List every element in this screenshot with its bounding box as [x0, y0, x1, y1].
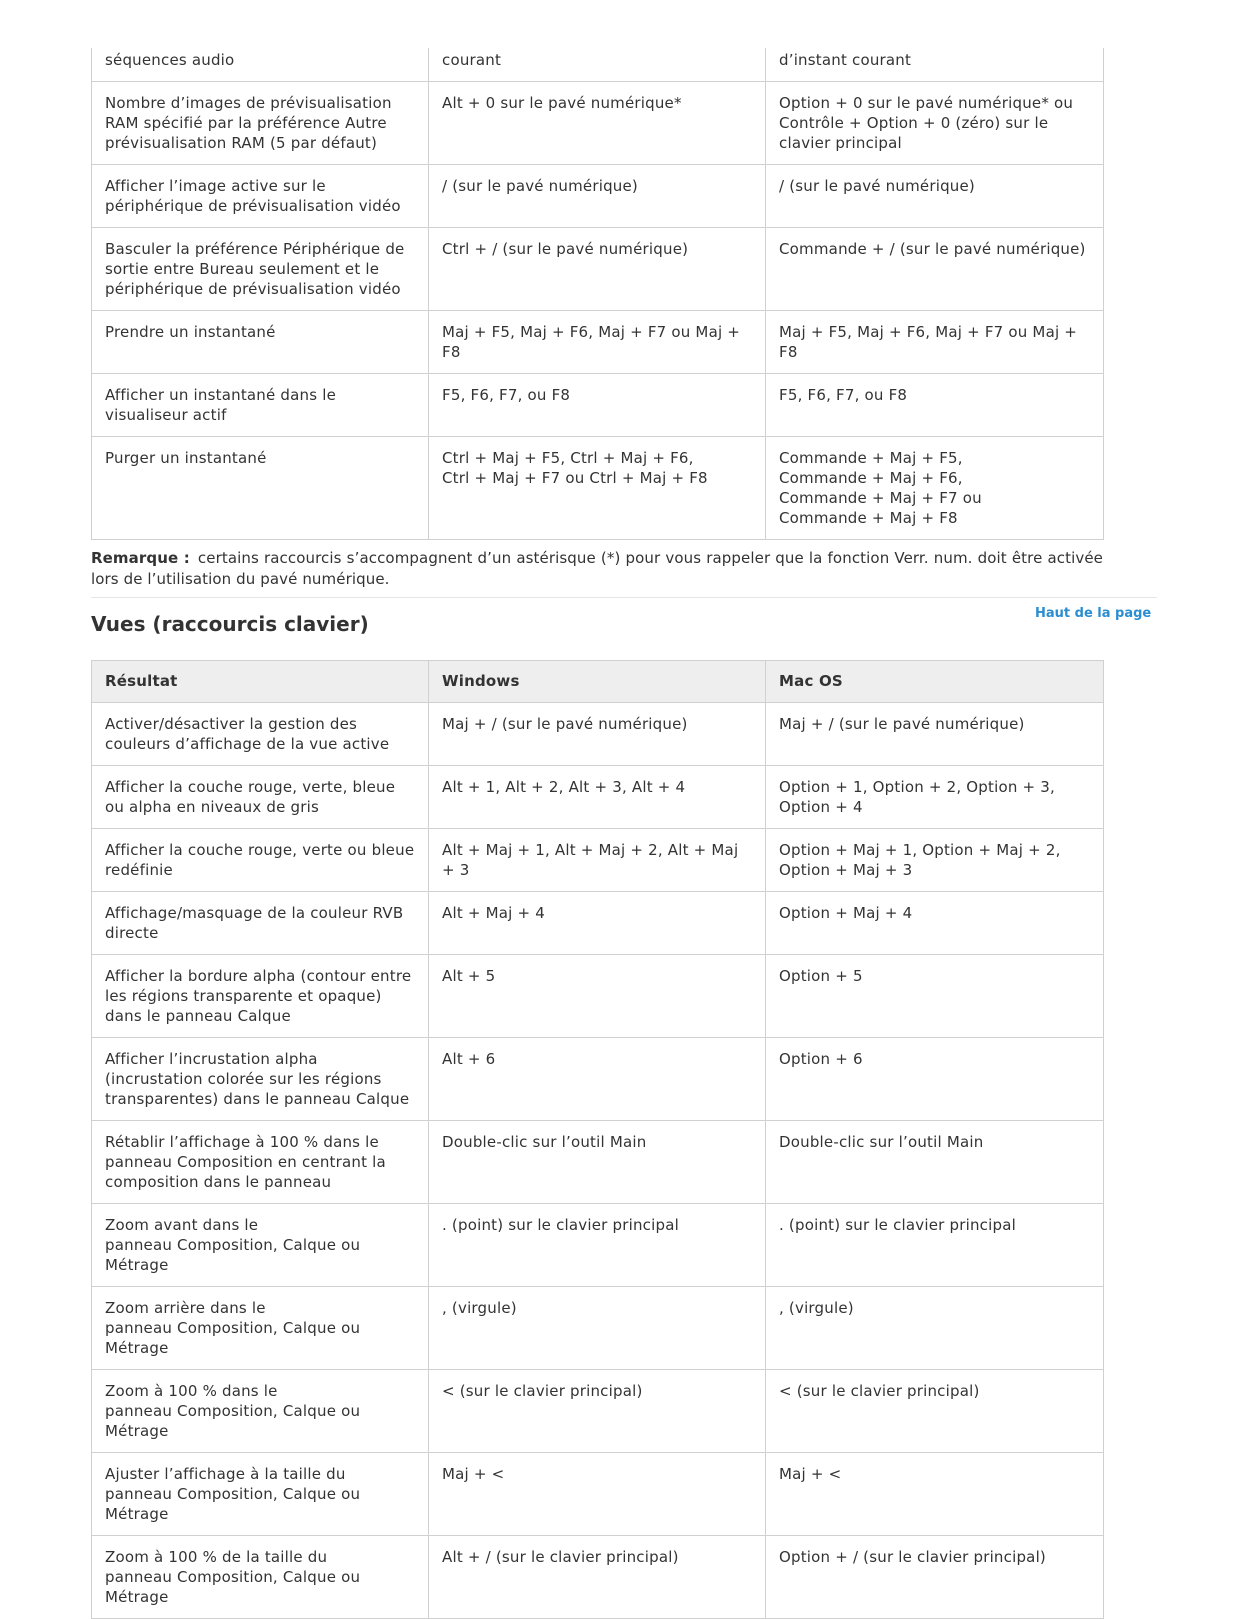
result-cell: Afficher la bordure alpha (contour entre les régions transparente et opaque) dans le panneau Calque [92, 955, 429, 1038]
table-row [92, 165, 1104, 228]
result-cell: Zoom arrière dans le panneau Composition, Calque ou Métrage [92, 1287, 429, 1370]
mac-cell: d’instant courant [766, 48, 1104, 82]
result-cell: Basculer la préférence Périphérique de sortie entre Bureau seulement et le périphérique de prévisualisation vidéo [92, 228, 429, 311]
mac-cell: Maj + / (sur le pavé numérique) [766, 703, 1104, 766]
section-title: Vues (raccourcis clavier) [91, 612, 369, 636]
mac-cell: Option + 0 sur le pavé numérique* ou Contrôle + Option + 0 (zéro) sur le clavier principal [766, 82, 1104, 165]
result-cell: Rétablir l’affichage à 100 % dans le panneau Composition en centrant la composition dans le panneau [92, 1121, 429, 1204]
result-cell: Affichage/masquage de la couleur RVB directe [92, 892, 429, 955]
windows-cell: / (sur le pavé numérique) [429, 165, 766, 228]
windows-cell: Alt + Maj + 4 [429, 892, 766, 955]
mac-cell: . (point) sur le clavier principal [766, 1204, 1104, 1287]
result-cell: Afficher l’image active sur le périphérique de prévisualisation vidéo [92, 165, 429, 228]
table-row [92, 1370, 1104, 1453]
result-cell: Afficher un instantané dans le visualiseur actif [92, 374, 429, 437]
table-row [92, 1536, 1104, 1619]
section-divider [91, 597, 1157, 598]
column-header-windows: Windows [429, 661, 766, 703]
windows-cell: . (point) sur le clavier principal [429, 1204, 766, 1287]
windows-cell: F5, F6, F7, ou F8 [429, 374, 766, 437]
table-row [92, 829, 1104, 892]
result-cell: Ajuster l’affichage à la taille du panneau Composition, Calque ou Métrage [92, 1453, 429, 1536]
shortcuts-table-views [91, 660, 1104, 1619]
mac-cell: Maj + < [766, 1453, 1104, 1536]
windows-cell: < (sur le clavier principal) [429, 1370, 766, 1453]
table-header-row [92, 661, 1104, 703]
mac-cell: Option + 1, Option + 2, Option + 3, Option + 4 [766, 766, 1104, 829]
mac-cell: Option + Maj + 4 [766, 892, 1104, 955]
windows-cell: Alt + Maj + 1, Alt + Maj + 2, Alt + Maj + 3 [429, 829, 766, 892]
column-header-mac: Mac OS [766, 661, 1104, 703]
table-row [92, 374, 1104, 437]
shortcuts-table-preview [91, 48, 1104, 540]
back-to-top-link[interactable]: Haut de la page [1035, 606, 1152, 621]
windows-cell: Maj + F5, Maj + F6, Maj + F7 ou Maj + F8 [429, 311, 766, 374]
result-cell: Activer/désactiver la gestion des couleurs d’affichage de la vue active [92, 703, 429, 766]
mac-cell: Commande + Maj + F5, Commande + Maj + F6, Commande + Maj + F7 ou Commande + Maj + F8 [766, 437, 1104, 540]
note-paragraph [91, 548, 1103, 590]
windows-cell: Alt + / (sur le clavier principal) [429, 1536, 766, 1619]
windows-cell: Ctrl + Maj + F5, Ctrl + Maj + F6, Ctrl + Maj + F7 ou Ctrl + Maj + F8 [429, 437, 766, 540]
table-row [92, 1038, 1104, 1121]
windows-cell: Alt + 5 [429, 955, 766, 1038]
result-cell: Zoom avant dans le panneau Composition, Calque ou Métrage [92, 1204, 429, 1287]
result-cell: Nombre d’images de prévisualisation RAM spécifié par la préférence Autre prévisualisation RAM (5 par défaut) [92, 82, 429, 165]
result-cell: Zoom à 100 % dans le panneau Composition, Calque ou Métrage [92, 1370, 429, 1453]
table-row [92, 892, 1104, 955]
table-row [92, 955, 1104, 1038]
windows-cell: Double-clic sur l’outil Main [429, 1121, 766, 1204]
result-cell: Afficher la couche rouge, verte ou bleue redéfinie [92, 829, 429, 892]
result-cell: Prendre un instantané [92, 311, 429, 374]
windows-cell: Alt + 6 [429, 1038, 766, 1121]
note-text: certains raccourcis s’accompagnent d’un astérisque (*) pour vous rappeler que la fonction Verr. num. doit être activée lors de l’utilisation du pavé numérique. [91, 549, 1104, 588]
table-row [92, 82, 1104, 165]
mac-cell: F5, F6, F7, ou F8 [766, 374, 1104, 437]
mac-cell: , (virgule) [766, 1287, 1104, 1370]
mac-cell: / (sur le pavé numérique) [766, 165, 1104, 228]
windows-cell: courant [429, 48, 766, 82]
table-row [92, 1287, 1104, 1370]
result-cell: Zoom à 100 % de la taille du panneau Composition, Calque ou Métrage [92, 1536, 429, 1619]
table-row [92, 1453, 1104, 1536]
table-row [92, 437, 1104, 540]
note-label: Remarque : [91, 549, 190, 567]
mac-cell: Option + 5 [766, 955, 1104, 1038]
mac-cell: Double-clic sur l’outil Main [766, 1121, 1104, 1204]
windows-cell: Ctrl + / (sur le pavé numérique) [429, 228, 766, 311]
table-row [92, 228, 1104, 311]
windows-cell: Alt + 0 sur le pavé numérique* [429, 82, 766, 165]
table-row [92, 311, 1104, 374]
table-row [92, 1204, 1104, 1287]
windows-cell: Alt + 1, Alt + 2, Alt + 3, Alt + 4 [429, 766, 766, 829]
table-row [92, 703, 1104, 766]
result-cell: Purger un instantané [92, 437, 429, 540]
table-row [92, 1121, 1104, 1204]
mac-cell: Commande + / (sur le pavé numérique) [766, 228, 1104, 311]
mac-cell: Option + / (sur le clavier principal) [766, 1536, 1104, 1619]
result-cell: séquences audio [92, 48, 429, 82]
column-header-result: Résultat [92, 661, 429, 703]
result-cell: Afficher l’incrustation alpha (incrustation colorée sur les régions transparentes) dans le panneau Calque [92, 1038, 429, 1121]
mac-cell: < (sur le clavier principal) [766, 1370, 1104, 1453]
windows-cell: Maj + < [429, 1453, 766, 1536]
windows-cell: Maj + / (sur le pavé numérique) [429, 703, 766, 766]
mac-cell: Maj + F5, Maj + F6, Maj + F7 ou Maj + F8 [766, 311, 1104, 374]
table-row [92, 766, 1104, 829]
mac-cell: Option + 6 [766, 1038, 1104, 1121]
windows-cell: , (virgule) [429, 1287, 766, 1370]
mac-cell: Option + Maj + 1, Option + Maj + 2, Option + Maj + 3 [766, 829, 1104, 892]
table-row [92, 48, 1104, 82]
result-cell: Afficher la couche rouge, verte, bleue ou alpha en niveaux de gris [92, 766, 429, 829]
